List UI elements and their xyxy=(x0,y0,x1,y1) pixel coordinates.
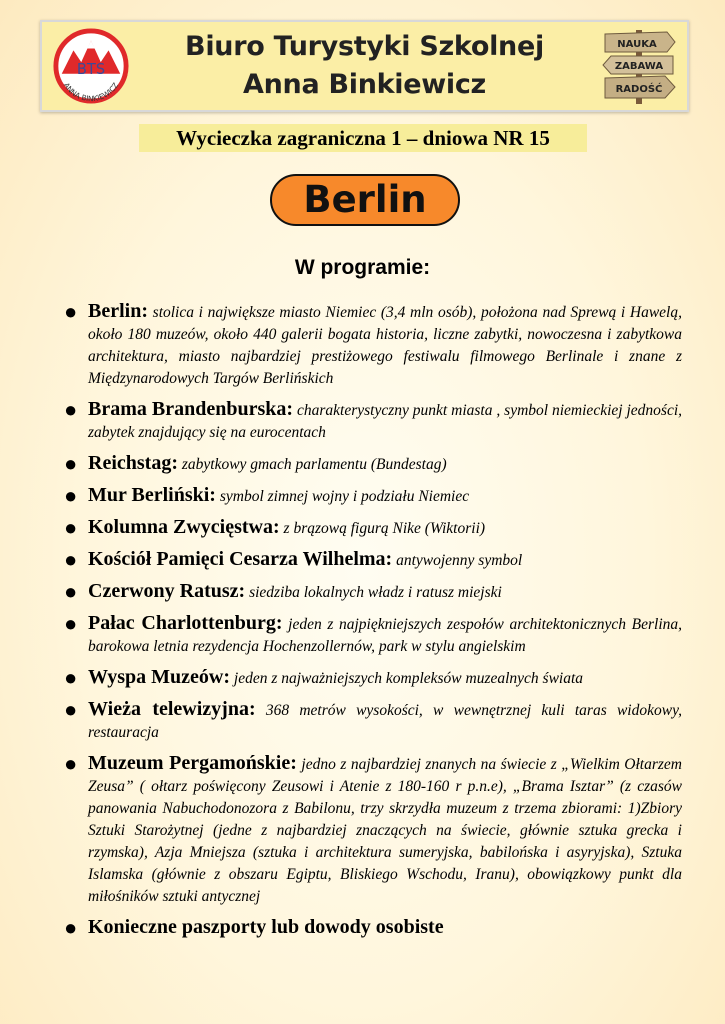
logo-text: BTS xyxy=(76,60,106,78)
sign-word-2: ZABAWA xyxy=(614,61,664,72)
bullet-icon: ● xyxy=(64,915,78,940)
trip-subtitle: Wycieczka zagraniczna 1 – dniowa NR 15 xyxy=(139,124,587,152)
bullet-icon: ● xyxy=(64,751,78,776)
bullet-icon: ● xyxy=(64,515,78,540)
item-description: siedziba lokalnych władz i ratusz miejski xyxy=(245,584,502,601)
bullet-icon: ● xyxy=(64,299,78,324)
list-item xyxy=(64,484,682,508)
item-name: Konieczne paszporty lub dowody osobiste xyxy=(88,916,444,938)
item-description: z brązową figurą Nike (Wiktorii) xyxy=(279,520,486,537)
item-description: charakterystyczny punkt miasta , symbol niemieckiej jedności, zabytek znajdujący się na eurocentach xyxy=(88,402,683,441)
item-name: Kościół Pamięci Cesarza Wilhelma: xyxy=(88,548,393,570)
item-description: zabytkowy gmach parlamentu (Bundestag) xyxy=(177,456,447,473)
item-name: Pałac Charlottenburg: xyxy=(88,612,283,634)
agency-title-line1: Biuro Turystyki Szkolnej xyxy=(185,31,544,62)
item-description: stolica i największe miasto Niemiec (3,4 mln osób), położona nad Sprewą i Hawelą, około 180 muzeów, około 440 galerii bogata historia, liczne zabytki, nowoczesna i zabytkowa architektura, miasto najbardziej prestiżowego festiwalu filmowego Berlinale i znane z Międzynarodowych Targów Berlińskich xyxy=(88,304,682,387)
item-description: 368 metrów wysokości, w wewnętrznej kuli taras widokowy, restauracja xyxy=(88,702,682,741)
list-item xyxy=(64,666,682,690)
signpost-icon xyxy=(599,26,679,106)
sign-word-3: RADOŚĆ xyxy=(615,84,663,95)
programme-list xyxy=(64,300,682,948)
list-item xyxy=(64,548,682,572)
bullet-icon: ● xyxy=(64,451,78,476)
bullet-icon: ● xyxy=(64,547,78,572)
item-description: symbol zimnej wojny i podziału Niemiec xyxy=(215,488,470,505)
programme-heading: W programie: xyxy=(294,256,431,279)
list-item xyxy=(64,516,682,540)
list-item xyxy=(64,916,682,940)
item-description: antywojenny symbol xyxy=(392,552,523,569)
list-item xyxy=(64,752,682,908)
item-name: Wieża telewizyjna: xyxy=(88,698,256,720)
item-name: Berlin: xyxy=(88,300,148,322)
agency-name xyxy=(142,28,587,104)
bullet-icon: ● xyxy=(64,611,78,636)
bullet-icon: ● xyxy=(64,483,78,508)
item-name: Mur Berliński: xyxy=(88,484,216,506)
city-title: Berlin xyxy=(270,174,460,226)
bullet-icon: ● xyxy=(64,397,78,422)
header-banner xyxy=(40,20,689,112)
sign-word-1: NAUKA xyxy=(617,39,657,50)
agency-title-line2: Anna Binkiewicz xyxy=(243,69,486,100)
list-item xyxy=(64,612,682,658)
bts-logo xyxy=(52,26,130,106)
bullet-icon: ● xyxy=(64,665,78,690)
list-item xyxy=(64,698,682,744)
item-description: jeden z najważniejszych kompleksów muzealnych świata xyxy=(230,670,584,687)
item-description: jedno z najbardziej znanych na świecie z „Wielkim Ołtarzem Zeusa” ( ołtarz poświęcony Zeusowi i Atenie z 180-160 r p.n.e), „Brama Isztar” (z czasów panowania Nabuchodonozora z Babilonu, trzy skrzydła muzeum z trzema zbiorami: 1)Zbiory Sztuki Starożytnej (jedne z najbardziej znaczących na świecie, głównie sztuka grecka i rzymska), Azja Mniejsza (sztuka i architektura sumeryjska, babilońska i asyryjska), Sztuka Islamska (głównie z obszaru Egiptu, Bliskiego Wschodu, Iranu), obowiązkowy punkt dla miłośników sztuki antycznej xyxy=(88,756,682,905)
item-name: Kolumna Zwycięstwa: xyxy=(88,516,280,538)
item-name: Reichstag: xyxy=(88,452,178,474)
list-item xyxy=(64,452,682,476)
bullet-icon: ● xyxy=(64,697,78,722)
item-description: jeden z najpiękniejszych zespołów architektonicznych Berlina, barokowa letnia rezydencja Hochenzollernów, park w stylu angielskim xyxy=(88,616,682,655)
logo-ring-text: ANNA BINKIEWICZ xyxy=(61,80,121,104)
item-name: Wyspa Muzeów: xyxy=(88,666,231,688)
item-name: Muzeum Pergamońskie: xyxy=(88,752,297,774)
item-name: Czerwony Ratusz: xyxy=(88,580,246,602)
list-item xyxy=(64,398,682,444)
item-name: Brama Brandenburska: xyxy=(88,398,294,420)
list-item xyxy=(64,300,682,390)
bullet-icon: ● xyxy=(64,579,78,604)
list-item xyxy=(64,580,682,604)
